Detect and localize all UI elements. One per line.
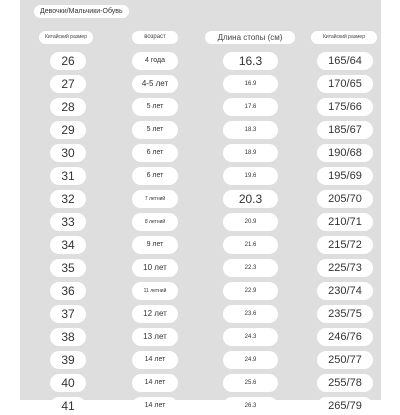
shoe-size-cell: 26 bbox=[50, 52, 86, 70]
shoe-size-cell: 38 bbox=[50, 328, 86, 346]
age-cell: 4-5 лет bbox=[132, 75, 178, 93]
chinese-size-cell: 265/79 bbox=[317, 397, 373, 415]
shoe-size-cell: 28 bbox=[50, 98, 86, 116]
shoe-size-cell: 30 bbox=[50, 144, 86, 162]
age-cell: 6 лет bbox=[132, 144, 178, 162]
age-cell: 9 лет bbox=[132, 236, 178, 254]
chinese-size-cell: 170/65 bbox=[317, 75, 373, 93]
age-cell: 8 летний bbox=[132, 213, 178, 231]
foot-length-cell: 25.6 bbox=[223, 374, 278, 392]
age-cell: 6 лет bbox=[132, 167, 178, 185]
foot-length-cell: 23.6 bbox=[223, 305, 278, 323]
foot-length-cell: 26.3 bbox=[223, 397, 278, 415]
page-title: Девочки/Мальчики-Обувь bbox=[34, 5, 129, 18]
foot-length-cell: 20.3 bbox=[223, 190, 278, 208]
chinese-size-cell: 190/68 bbox=[317, 144, 373, 162]
header-age: возраст bbox=[132, 31, 178, 44]
chinese-size-cell: 195/69 bbox=[317, 167, 373, 185]
age-cell: 5 лет bbox=[132, 98, 178, 116]
age-cell: 4 года bbox=[132, 52, 178, 70]
header-chinese-size-2: Китайский размер bbox=[311, 31, 377, 44]
foot-length-cell: 17.6 bbox=[223, 98, 278, 116]
chinese-size-cell: 165/64 bbox=[317, 52, 373, 70]
shoe-size-cell: 36 bbox=[50, 282, 86, 300]
foot-length-cell: 19.6 bbox=[223, 167, 278, 185]
chinese-size-cell: 175/66 bbox=[317, 98, 373, 116]
shoe-size-cell: 40 bbox=[50, 374, 86, 392]
chinese-size-cell: 235/75 bbox=[317, 305, 373, 323]
age-cell: 14 лет bbox=[132, 374, 178, 392]
shoe-size-cell: 37 bbox=[50, 305, 86, 323]
age-cell: 13 лет bbox=[132, 328, 178, 346]
size-chart-panel bbox=[20, 0, 381, 413]
foot-length-cell: 20.9 bbox=[223, 213, 278, 231]
chinese-size-cell: 210/71 bbox=[317, 213, 373, 231]
header-foot-length: Длина стопы (см) bbox=[205, 31, 295, 44]
foot-length-cell: 16.3 bbox=[223, 52, 278, 70]
age-cell: 10 лет bbox=[132, 259, 178, 277]
chinese-size-cell: 225/73 bbox=[317, 259, 373, 277]
foot-length-cell: 21.6 bbox=[223, 236, 278, 254]
foot-length-cell: 22.3 bbox=[223, 259, 278, 277]
age-cell: 12 лет bbox=[132, 305, 178, 323]
foot-length-cell: 24.9 bbox=[223, 351, 278, 369]
chinese-size-cell: 250/77 bbox=[317, 351, 373, 369]
chinese-size-cell: 205/70 bbox=[317, 190, 373, 208]
foot-length-cell: 18.3 bbox=[223, 121, 278, 139]
shoe-size-cell: 41 bbox=[50, 397, 86, 415]
age-cell: 14 лет bbox=[132, 351, 178, 369]
shoe-size-cell: 31 bbox=[50, 167, 86, 185]
age-cell: 5 лет bbox=[132, 121, 178, 139]
foot-length-cell: 22.9 bbox=[223, 282, 278, 300]
shoe-size-cell: 27 bbox=[50, 75, 86, 93]
shoe-size-cell: 34 bbox=[50, 236, 86, 254]
age-cell: 11 летний bbox=[132, 282, 178, 300]
header-chinese-size: Китайский размер bbox=[39, 31, 93, 44]
foot-length-cell: 24.3 bbox=[223, 328, 278, 346]
chinese-size-cell: 255/78 bbox=[317, 374, 373, 392]
foot-length-cell: 16.9 bbox=[223, 75, 278, 93]
shoe-size-cell: 39 bbox=[50, 351, 86, 369]
chinese-size-cell: 185/67 bbox=[317, 121, 373, 139]
shoe-size-cell: 33 bbox=[50, 213, 86, 231]
shoe-size-cell: 35 bbox=[50, 259, 86, 277]
chinese-size-cell: 230/74 bbox=[317, 282, 373, 300]
chinese-size-cell: 215/72 bbox=[317, 236, 373, 254]
age-cell: 14 лет bbox=[132, 397, 178, 415]
shoe-size-cell: 29 bbox=[50, 121, 86, 139]
age-cell: 7 летний bbox=[132, 190, 178, 208]
shoe-size-cell: 32 bbox=[50, 190, 86, 208]
chinese-size-cell: 246/76 bbox=[317, 328, 373, 346]
foot-length-cell: 18.9 bbox=[223, 144, 278, 162]
